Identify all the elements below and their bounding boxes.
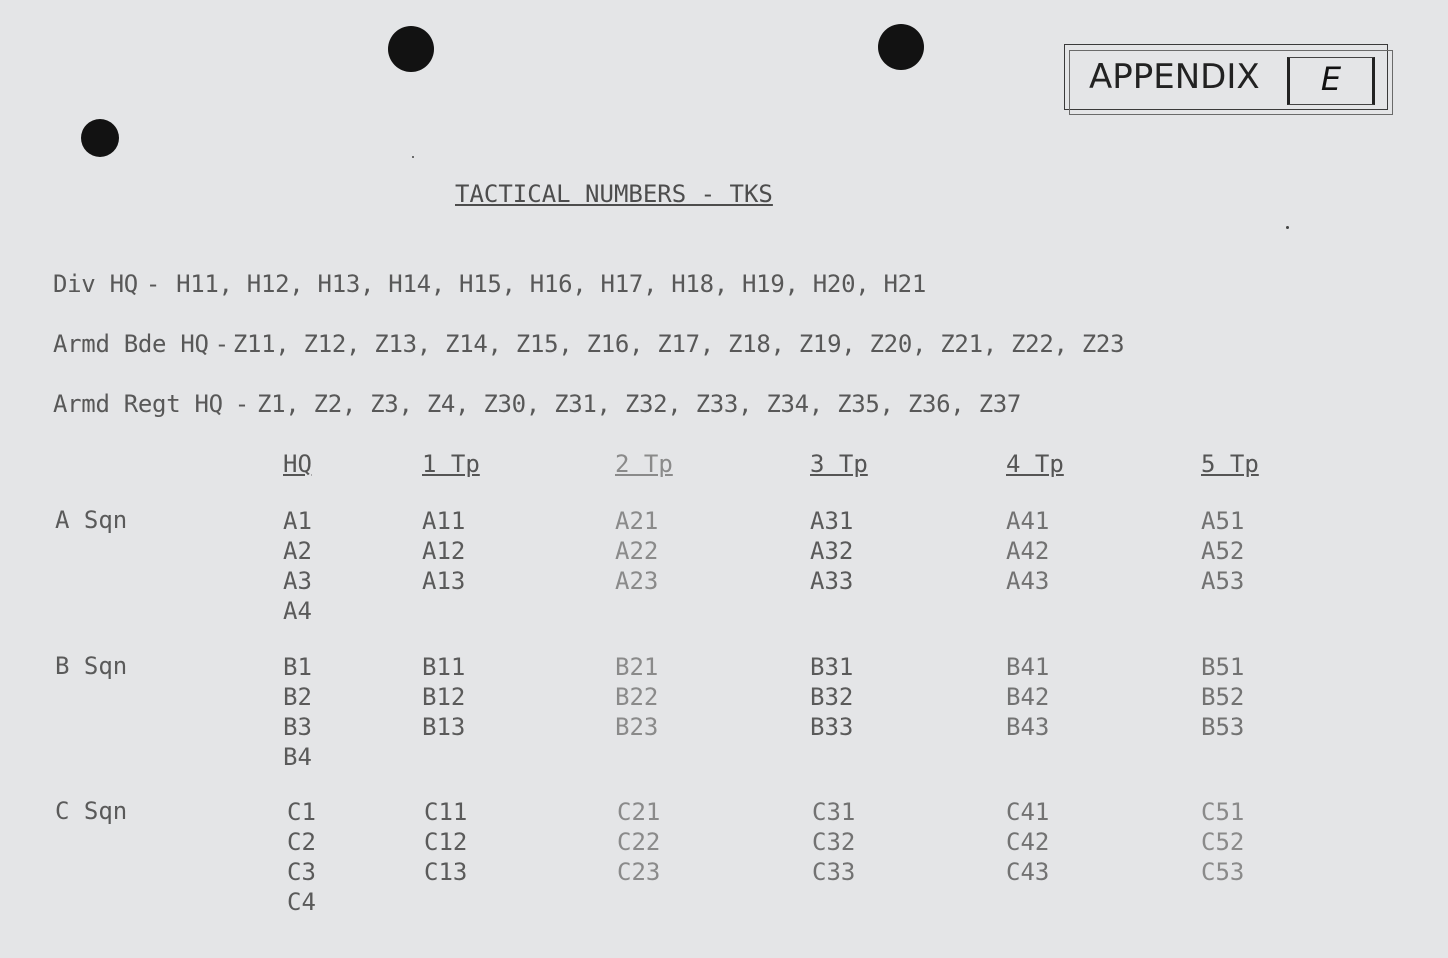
tactical-number: A2 (283, 537, 312, 565)
tactical-number: B13 (422, 713, 466, 741)
tactical-number: A42 (1006, 537, 1050, 565)
tactical-number: A22 (615, 537, 659, 565)
hq-line-separator: - (234, 390, 249, 418)
tactical-number: B12 (422, 683, 466, 711)
squadron-b-3-tp-column (810, 652, 853, 742)
tactical-number: C51 (1201, 798, 1245, 826)
tactical-number: C1 (287, 798, 316, 826)
hq-line-label: Armd Regt HQ (53, 390, 223, 418)
squadron-b-1-tp-column (422, 652, 465, 742)
tactical-number: C31 (812, 798, 856, 826)
tactical-number: A43 (1006, 567, 1050, 595)
tactical-number: A31 (810, 507, 854, 535)
tactical-number: B11 (422, 653, 466, 681)
hq-line-separator: - (214, 330, 229, 358)
squadron-a-1-tp-column (422, 506, 465, 596)
paper-speck (1286, 226, 1289, 229)
tactical-number: C3 (287, 858, 316, 886)
squadron-c-2-tp-column (617, 797, 660, 887)
tactical-number: A51 (1201, 507, 1245, 535)
tactical-number: B4 (283, 743, 312, 771)
tactical-number: C12 (424, 828, 468, 856)
squadron-c-5-tp-column (1201, 797, 1244, 887)
squadron-b-4-tp-column (1006, 652, 1049, 742)
tactical-number: C4 (287, 888, 316, 916)
tactical-number: A13 (422, 567, 466, 595)
paper-speck (412, 156, 414, 158)
squadron-b-hq-column (283, 652, 312, 772)
squadron-a-2-tp-column (615, 506, 658, 596)
tactical-number: C11 (424, 798, 468, 826)
squadron-b-2-tp-column (615, 652, 658, 742)
squadron-label-b: B Sqn (55, 652, 128, 680)
squadron-label-c: C Sqn (55, 797, 128, 825)
hq-line-div (53, 270, 926, 298)
appendix-value: E (1320, 60, 1342, 98)
column-header-2-tp: 2 Tp (615, 450, 673, 478)
punch-hole (81, 119, 119, 157)
hq-line-bde (53, 330, 1124, 358)
tactical-number: B21 (615, 653, 659, 681)
tactical-number: A11 (422, 507, 466, 535)
tactical-number: C2 (287, 828, 316, 856)
tactical-number: B33 (810, 713, 854, 741)
appendix-stamp (1064, 44, 1388, 110)
squadron-a-5-tp-column (1201, 506, 1244, 596)
tactical-number: A52 (1201, 537, 1245, 565)
tactical-number: C22 (617, 828, 661, 856)
tactical-number: C42 (1006, 828, 1050, 856)
tactical-number: C33 (812, 858, 856, 886)
tactical-number: C13 (424, 858, 468, 886)
tactical-number: C23 (617, 858, 661, 886)
squadron-c-4-tp-column (1006, 797, 1049, 887)
tactical-number: C53 (1201, 858, 1245, 886)
tactical-number: B52 (1201, 683, 1245, 711)
hq-line-values: H11, H12, H13, H14, H15, H16, H17, H18, H19, H20, H21 (176, 270, 926, 298)
tactical-number: A23 (615, 567, 659, 595)
hq-line-separator: - (145, 270, 161, 298)
squadron-c-1-tp-column (424, 797, 467, 887)
column-header-5-tp: 5 Tp (1201, 450, 1259, 478)
tactical-number: B31 (810, 653, 854, 681)
tactical-number: A41 (1006, 507, 1050, 535)
tactical-number: B3 (283, 713, 312, 741)
tactical-number: A53 (1201, 567, 1245, 595)
hq-line-label: Div HQ (53, 270, 138, 298)
tactical-number: A32 (810, 537, 854, 565)
tactical-number: A1 (283, 507, 312, 535)
squadron-c-3-tp-column (812, 797, 855, 887)
tactical-number: C21 (617, 798, 661, 826)
hq-line-values: Z11, Z12, Z13, Z14, Z15, Z16, Z17, Z18, Z19, Z20, Z21, Z22, Z23 (232, 330, 1125, 358)
punch-hole (388, 26, 434, 72)
tactical-number: A12 (422, 537, 466, 565)
column-header-hq: HQ (283, 450, 312, 478)
tactical-number: B22 (615, 683, 659, 711)
tactical-number: C32 (812, 828, 856, 856)
hq-line-label: Armd Bde HQ (53, 330, 209, 358)
document-title: TACTICAL NUMBERS - TKS (455, 180, 773, 208)
tactical-number: B2 (283, 683, 312, 711)
squadron-label-a: A Sqn (55, 506, 128, 534)
tactical-number: B51 (1201, 653, 1245, 681)
squadron-b-5-tp-column (1201, 652, 1244, 742)
appendix-label: APPENDIX (1089, 57, 1260, 97)
tactical-number: B32 (810, 683, 854, 711)
tactical-number: B43 (1006, 713, 1050, 741)
tactical-number: A3 (283, 567, 312, 595)
tactical-number: C52 (1201, 828, 1245, 856)
hq-line-values: Z1, Z2, Z3, Z4, Z30, Z31, Z32, Z33, Z34, Z35, Z36, Z37 (256, 390, 1022, 418)
squadron-a-4-tp-column (1006, 506, 1049, 596)
tactical-number: B53 (1201, 713, 1245, 741)
tactical-number: B42 (1006, 683, 1050, 711)
tactical-number: C43 (1006, 858, 1050, 886)
tactical-number: B1 (283, 653, 312, 681)
appendix-value-box (1287, 57, 1375, 105)
column-header-1-tp: 1 Tp (422, 450, 480, 478)
squadron-a-3-tp-column (810, 506, 853, 596)
hq-line-regt (53, 390, 1021, 418)
tactical-number: A33 (810, 567, 854, 595)
column-header-3-tp: 3 Tp (810, 450, 868, 478)
tactical-number: C41 (1006, 798, 1050, 826)
squadron-a-hq-column (283, 506, 312, 626)
punch-hole (878, 24, 924, 70)
tactical-number: B23 (615, 713, 659, 741)
column-header-4-tp: 4 Tp (1006, 450, 1064, 478)
tactical-number: A21 (615, 507, 659, 535)
tactical-number: B41 (1006, 653, 1050, 681)
squadron-c-hq-column (287, 797, 316, 917)
tactical-number: A4 (283, 597, 312, 625)
